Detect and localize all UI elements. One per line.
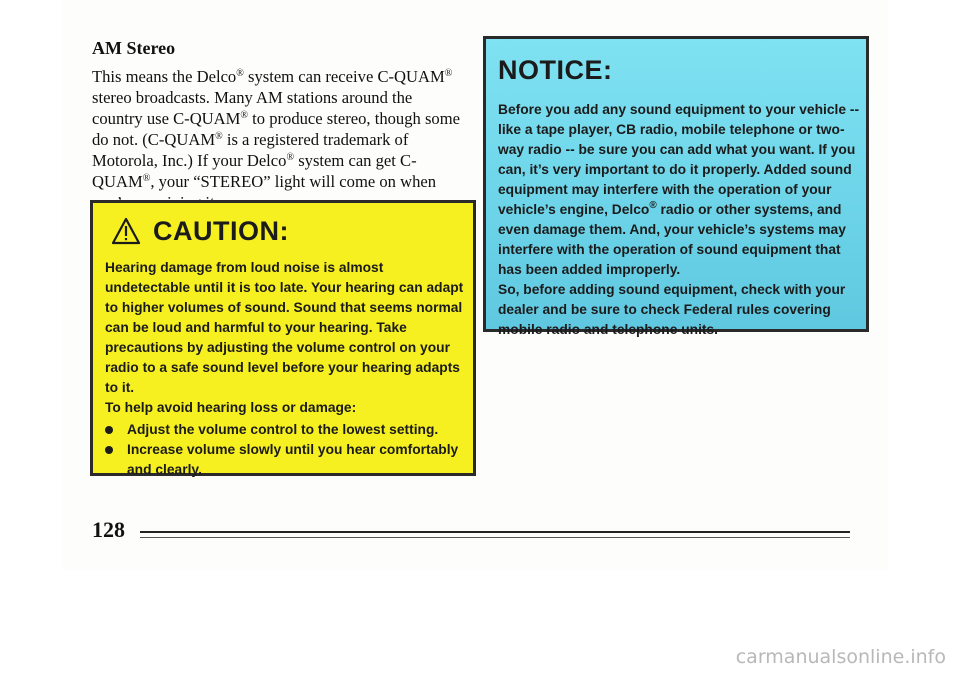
caution-title: CAUTION:	[153, 215, 289, 246]
caution-paragraph: Hearing damage from loud noise is almost undetectable until it is too late. Your hearing can adapt to higher volumes of sound. Sound that seems normal can be loud and harmful to your hearing. Take precautions by adjusting the volume control on your radio to a safe sound level before your hearing adapts to it.	[105, 260, 464, 395]
bullet-icon	[105, 446, 113, 454]
section-heading: AM Stereo	[92, 38, 176, 58]
footer-rule	[140, 537, 850, 538]
caution-paragraph: To help avoid hearing loss or damage:	[105, 400, 357, 415]
caution-box	[90, 200, 476, 476]
page-number: 128	[92, 517, 125, 542]
caution-list	[105, 420, 469, 480]
notice-box	[483, 36, 869, 337]
list-item: Adjust the volume control to the lowest setting.	[105, 420, 469, 440]
watermark: carmanualsonline.info	[735, 646, 946, 668]
notice-paragraph: So, before adding sound equipment, check with your dealer and be sure to check Federal rules covering mobile radio and telephone units.	[498, 282, 846, 337]
warning-triangle-icon	[111, 217, 141, 245]
notice-title: NOTICE:	[498, 55, 613, 85]
footer-rule	[140, 531, 850, 533]
list-item: Increase volume slowly until you hear comfortably and clearly.	[105, 440, 469, 480]
notice-body	[498, 100, 862, 340]
section-paragraph: This means the Delco® system can receive C-QUAM® stereo broadcasts. Many AM stations around the country use C-QUAM® to produce stereo, though some do not. (C-QUAM® is a registered trademark of Motorola, Inc.) If your Delco® system can get C-QUAM®, your “STEREO” light will come on when	[92, 67, 460, 191]
caution-body	[105, 258, 469, 480]
notice-paragraph: Before you add any sound equipment to your vehicle -- like a tape player, CB radio, mobile telephone or two-way radio -- be sure you can add what you want. If you can, it’s very important to do it properly. Added sound equipment may interfere with the operation of your vehicle’s engine, Delco® radio or other systems, and even damage them. And, your vehicle’s systems may interfere with the operation of sound equipment that has been added improperly.	[498, 102, 860, 277]
caution-header	[105, 212, 469, 250]
bullet-icon	[105, 426, 113, 434]
